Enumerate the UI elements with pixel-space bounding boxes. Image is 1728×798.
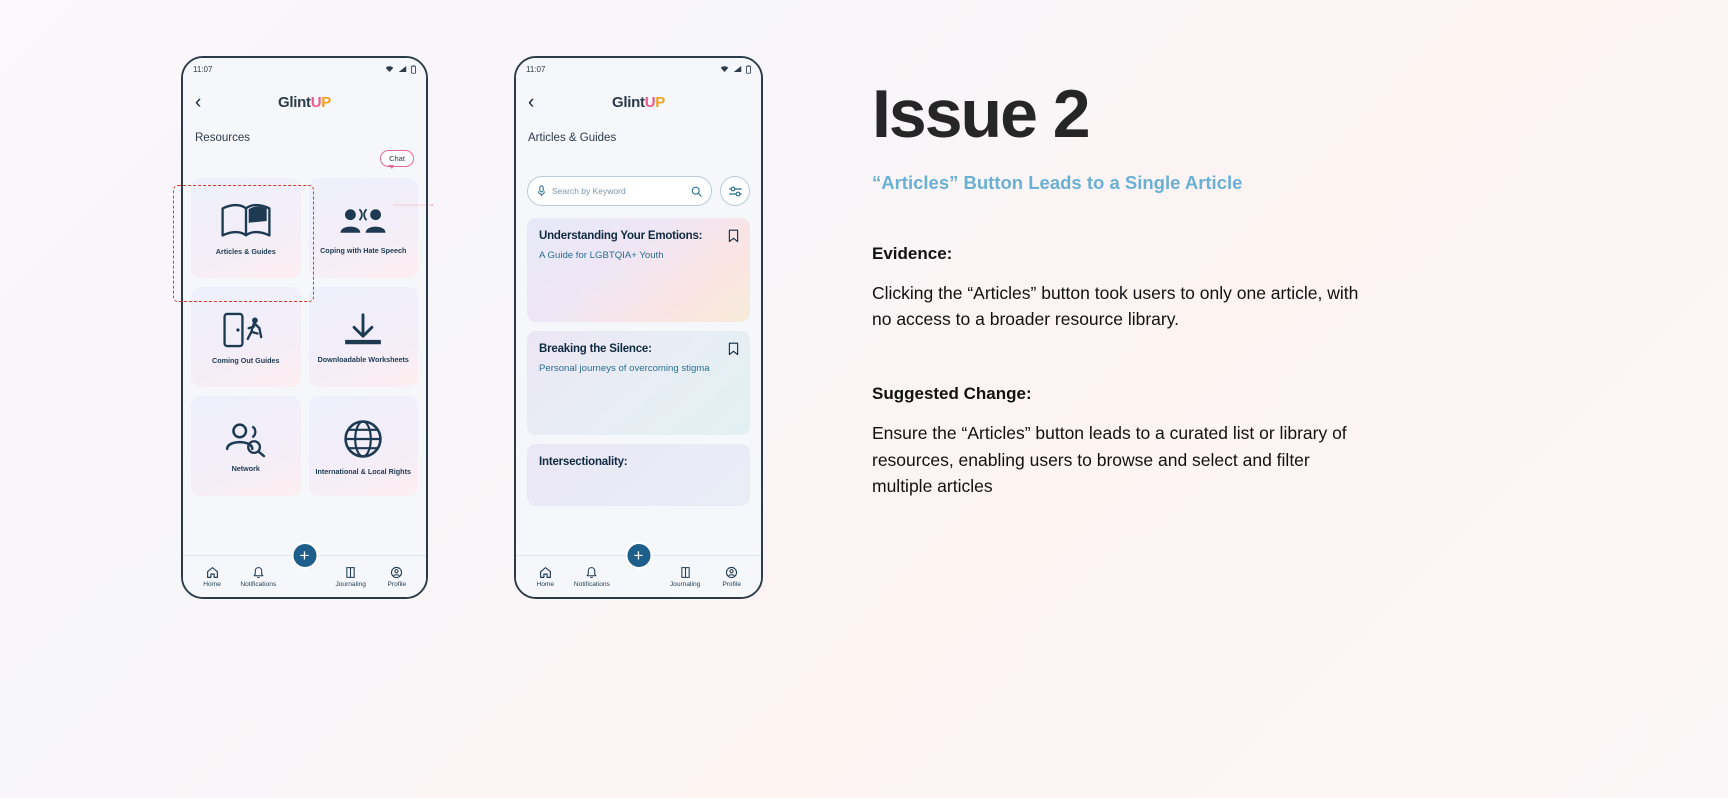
bookmark-icon[interactable]	[728, 342, 739, 356]
nav-label: Notifications	[240, 580, 277, 588]
nav-item-journaling[interactable]	[328, 566, 374, 588]
signal-icon	[733, 65, 742, 73]
nav-label: Profile	[722, 580, 742, 588]
issue-panel	[872, 76, 1672, 499]
nav-item-notifications[interactable]	[569, 566, 615, 588]
tile-articles-and-guides[interactable]	[191, 178, 301, 278]
wifi-icon	[720, 65, 729, 73]
person-circle-icon	[725, 566, 738, 579]
phone1-body	[183, 58, 426, 597]
status-icons	[385, 65, 416, 74]
nav-label: Home	[203, 580, 221, 588]
book-icon	[344, 566, 357, 579]
tile-label: Downloadable Worksheets	[317, 354, 409, 364]
logo-part-u: U	[644, 93, 656, 111]
suggested-change-body: Ensure the “Articles” button leads to a curated list or library of resources, enabling users to browse and select and filter multiple articles	[872, 423, 1347, 496]
tile-coming-out-guides[interactable]	[191, 287, 301, 387]
back-icon[interactable]: ‹	[195, 91, 202, 113]
nav-item-profile[interactable]	[709, 566, 755, 588]
nav-item-journaling[interactable]	[662, 566, 708, 588]
annotation-arrow	[314, 204, 513, 206]
nav-item-profile[interactable]	[374, 566, 420, 588]
back-icon[interactable]: ‹	[528, 91, 535, 113]
tile-network[interactable]	[191, 396, 301, 496]
tile-label: Coping with Hate Speech	[320, 245, 407, 255]
status-icons	[720, 65, 751, 74]
article-subtitle: A Guide for LGBTQIA+ Youth	[539, 249, 664, 261]
article-subtitle: Personal journeys of overcoming stigma	[539, 362, 710, 374]
filter-button[interactable]	[720, 176, 750, 206]
logo-part-glint: Glint	[278, 93, 311, 111]
logo-part-glint: Glint	[612, 93, 645, 111]
article-title: Breaking the Silence:	[539, 343, 652, 355]
app-bar	[516, 80, 761, 124]
microphone-icon[interactable]	[537, 185, 546, 197]
app-logo	[516, 91, 761, 113]
nav-label: Notifications	[573, 580, 610, 588]
app-bar	[183, 80, 426, 124]
home-icon	[206, 566, 219, 579]
phone-mockup-articles	[514, 56, 763, 599]
chat-label: Chat	[389, 154, 405, 163]
logo-part-p: P	[321, 93, 331, 111]
phone-mockup-resources	[181, 56, 428, 599]
tile-label: Articles & Guides	[215, 246, 276, 256]
nav-label: Journaling	[669, 580, 701, 588]
tile-international-and-local-rights[interactable]	[309, 396, 419, 496]
filter-sliders-icon	[728, 185, 743, 198]
status-bar	[183, 58, 426, 80]
open-book-icon	[219, 201, 273, 241]
evidence-body: Clicking the “Articles” button took users to only one article, with no access to a broader resource library.	[872, 282, 1359, 330]
search-row	[527, 176, 750, 206]
status-time: 11:07	[526, 64, 546, 74]
tile-coping-with-hate-speech[interactable]	[309, 178, 419, 278]
people-search-icon	[220, 420, 272, 458]
suggested-change-heading: Suggested Change:	[872, 384, 1032, 404]
search-icon[interactable]	[691, 186, 702, 197]
page-title: Articles & Guides	[516, 124, 761, 148]
article-card[interactable]	[527, 331, 750, 435]
nav-item-notifications[interactable]	[235, 566, 281, 588]
tile-label: Coming Out Guides	[212, 355, 280, 365]
evidence-heading: Evidence:	[872, 243, 953, 263]
tile-downloadable-worksheets[interactable]	[309, 287, 419, 387]
bell-icon	[585, 566, 598, 579]
add-button[interactable]: +	[625, 542, 652, 569]
book-icon	[679, 566, 692, 579]
article-title: Intersectionality:	[539, 456, 628, 468]
logo-part-u: U	[310, 93, 322, 111]
article-title: Understanding Your Emotions:	[539, 230, 703, 242]
people-speech-icon	[336, 202, 390, 240]
chat-button[interactable]	[380, 150, 414, 167]
door-exit-icon	[221, 310, 271, 350]
resources-grid	[191, 178, 418, 496]
wifi-icon	[385, 65, 394, 73]
bottom-navigation	[183, 546, 426, 597]
bottom-navigation	[516, 546, 761, 597]
search-placeholder: Search by Keyword	[552, 186, 626, 196]
article-card[interactable]	[527, 218, 750, 322]
nav-label: Journaling	[335, 580, 366, 588]
add-button[interactable]: +	[291, 542, 318, 569]
download-icon	[338, 311, 388, 349]
globe-icon	[340, 417, 386, 461]
article-card[interactable]	[527, 444, 750, 506]
page-title: Resources	[183, 124, 426, 148]
signal-icon	[398, 65, 407, 73]
phone2-body	[516, 58, 761, 597]
nav-label: Profile	[387, 580, 407, 588]
battery-icon	[411, 65, 416, 74]
issue-subheading: “Articles” Button Leads to a Single Article	[872, 172, 1243, 193]
nav-item-home[interactable]	[522, 566, 568, 588]
articles-list[interactable]	[527, 218, 750, 555]
battery-icon	[746, 65, 751, 74]
status-bar	[516, 58, 761, 80]
bookmark-icon[interactable]	[728, 229, 739, 243]
search-input[interactable]	[527, 176, 712, 206]
app-logo	[183, 91, 426, 113]
nav-item-home[interactable]	[189, 566, 235, 588]
status-time: 11:07	[193, 64, 213, 74]
tile-label: International & Local Rights	[315, 466, 411, 476]
tile-label: Network	[231, 463, 260, 473]
person-circle-icon	[390, 566, 403, 579]
bell-icon	[252, 566, 265, 579]
home-icon	[539, 566, 552, 579]
issue-heading: Issue 2	[872, 76, 1089, 152]
logo-part-p: P	[655, 93, 665, 111]
nav-label: Home	[536, 580, 555, 588]
